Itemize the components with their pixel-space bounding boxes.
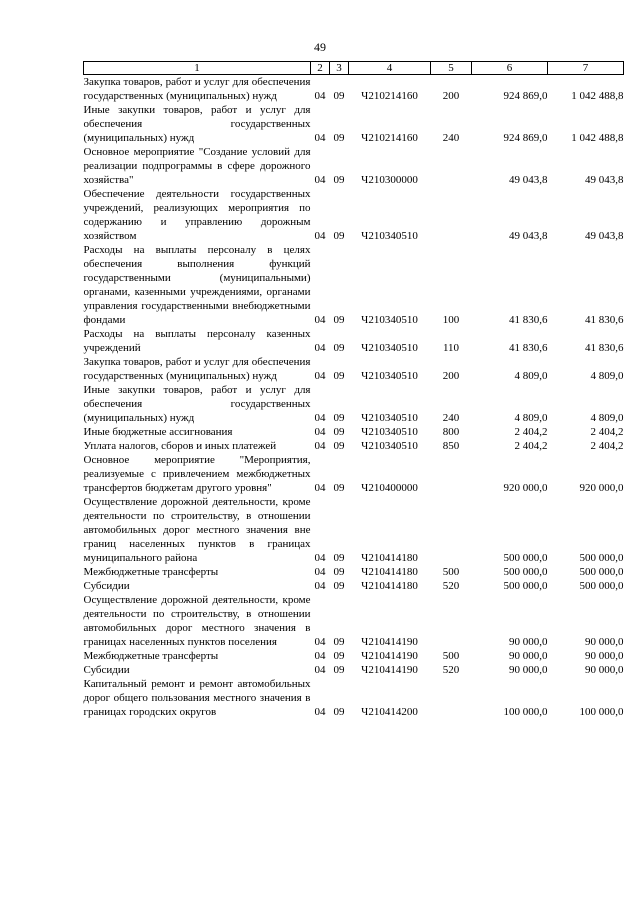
row-name: Основное мероприятие "Мероприятия, реализуемые с привлечением межбюджетных трансфертов бюджетам другого уровня": [83, 454, 311, 494]
row-name: Обеспечение деятельности государственных учреждений, реализующих мероприятия по содержанию и управлению дорожным хозяйством: [83, 188, 311, 242]
table-row: [84, 425, 624, 439]
row-amount-col7: 920 000,0: [579, 482, 624, 494]
row-expense-type: 110: [442, 342, 460, 354]
row-amount-col6: 90 000,0: [509, 636, 548, 648]
row-target-code: Ч210414180: [361, 580, 418, 592]
row-amount-col7: 90 000,0: [585, 636, 624, 648]
row-amount-col6: 41 830,6: [509, 314, 548, 326]
row-name: Иные бюджетные ассигнования: [83, 426, 233, 438]
row-name: Межбюджетные трансферты: [83, 566, 219, 578]
row-section: 04: [314, 566, 326, 578]
row-amount-col7: 100 000,0: [579, 706, 624, 718]
row-section: 04: [314, 426, 326, 438]
column-header-3: 3: [330, 62, 349, 75]
row-target-code: Ч210340510: [361, 440, 418, 452]
row-amount-col6: 90 000,0: [509, 650, 548, 662]
row-amount-col6: 920 000,0: [503, 482, 548, 494]
row-section: 04: [314, 650, 326, 662]
row-section: 04: [314, 482, 326, 494]
row-section: 04: [314, 440, 326, 452]
table-row: [84, 663, 624, 677]
column-header-7: 7: [548, 62, 624, 75]
budget-table: [83, 61, 624, 719]
row-section: 04: [314, 342, 326, 354]
row-target-code: Ч210400000: [361, 482, 418, 494]
row-subsection: 09: [333, 706, 345, 718]
column-header-5: 5: [431, 62, 472, 75]
row-amount-col7: 1 042 488,8: [571, 90, 624, 102]
row-amount-col6: 4 809,0: [514, 370, 548, 382]
row-name: Основное мероприятие "Создание условий для реализации подпрограммы в сфере дорожного хозяйства": [83, 146, 311, 186]
row-amount-col6: 2 404,2: [514, 440, 548, 452]
row-section: 04: [314, 412, 326, 424]
row-amount-col6: 2 404,2: [514, 426, 548, 438]
row-expense-type: 200: [442, 370, 460, 382]
row-expense-type: [431, 187, 472, 243]
row-target-code: Ч210414190: [361, 650, 418, 662]
table-row: [84, 439, 624, 453]
table-row: [84, 355, 624, 383]
row-amount-col7: 2 404,2: [590, 440, 624, 452]
row-expense-type: 500: [442, 566, 460, 578]
row-section: 04: [314, 706, 326, 718]
row-subsection: 09: [333, 230, 345, 242]
row-amount-col6: 500 000,0: [503, 552, 548, 564]
row-amount-col7: 49 043,8: [585, 174, 624, 186]
table-row: [84, 243, 624, 327]
row-target-code: Ч210340510: [361, 412, 418, 424]
table-row: [84, 383, 624, 425]
row-subsection: 09: [333, 342, 345, 354]
row-target-code: Ч210414200: [361, 706, 418, 718]
row-amount-col7: 4 809,0: [590, 412, 624, 424]
row-amount-col6: 924 869,0: [503, 90, 548, 102]
row-amount-col7: 4 809,0: [590, 370, 624, 382]
row-subsection: 09: [333, 132, 345, 144]
row-amount-col6: 49 043,8: [509, 230, 548, 242]
page-number: 49: [314, 40, 326, 54]
row-amount-col7: 500 000,0: [579, 580, 624, 592]
row-subsection: 09: [333, 314, 345, 326]
table-row: [84, 565, 624, 579]
row-subsection: 09: [333, 440, 345, 452]
row-amount-col6: 4 809,0: [514, 412, 548, 424]
row-subsection: 09: [333, 426, 345, 438]
row-section: 04: [314, 370, 326, 382]
row-expense-type: 850: [442, 440, 460, 452]
row-target-code: Ч210414190: [361, 664, 418, 676]
row-expense-type: 240: [442, 132, 460, 144]
row-expense-type: [431, 453, 472, 495]
row-section: 04: [314, 552, 326, 564]
row-name: Расходы на выплаты персоналу в целях обеспечения выполнения функций государственными (муниципальными) органами, казенными учреждениями, органами управления государственными внебюджетными фондами: [83, 244, 311, 326]
row-amount-col6: 90 000,0: [509, 664, 548, 676]
row-amount-col6: 49 043,8: [509, 174, 548, 186]
row-expense-type: [431, 677, 472, 719]
column-header-6: 6: [472, 62, 548, 75]
row-name: Иные закупки товаров, работ и услуг для обеспечения государственных (муниципальных) нужд: [83, 104, 311, 144]
row-section: 04: [314, 90, 326, 102]
row-amount-col7: 90 000,0: [585, 664, 624, 676]
row-amount-col6: 100 000,0: [503, 706, 548, 718]
row-expense-type: 800: [442, 426, 460, 438]
row-expense-type: 200: [442, 90, 460, 102]
row-name: Субсидии: [83, 664, 130, 676]
row-amount-col7: 49 043,8: [585, 230, 624, 242]
table-row: [84, 453, 624, 495]
row-subsection: 09: [333, 650, 345, 662]
row-expense-type: [431, 145, 472, 187]
table-row: [84, 677, 624, 719]
row-name: Закупка товаров, работ и услуг для обеспечения государственных (муниципальных) нужд: [83, 76, 311, 102]
row-name: Капитальный ремонт и ремонт автомобильных дорог общего пользования местного значения в границах городских округов: [83, 678, 311, 718]
row-name: Уплата налогов, сборов и иных платежей: [83, 440, 277, 452]
header-row: [84, 62, 624, 75]
row-target-code: Ч210340510: [361, 426, 418, 438]
row-amount-col7: 41 830,6: [585, 342, 624, 354]
table-row: [84, 145, 624, 187]
row-amount-col7: 90 000,0: [585, 650, 624, 662]
row-section: 04: [314, 174, 326, 186]
table-row: [84, 649, 624, 663]
row-target-code: Ч210414180: [361, 566, 418, 578]
row-target-code: Ч210414180: [361, 552, 418, 564]
row-name: Расходы на выплаты персоналу казенных учреждений: [83, 328, 311, 354]
row-section: 04: [314, 636, 326, 648]
row-subsection: 09: [333, 412, 345, 424]
row-expense-type: 520: [442, 580, 460, 592]
row-subsection: 09: [333, 552, 345, 564]
column-header-1: 1: [84, 62, 311, 75]
row-name: Закупка товаров, работ и услуг для обеспечения государственных (муниципальных) нужд: [83, 356, 311, 382]
row-name: Осуществление дорожной деятельности, кроме деятельности по строительству, в отношении автомобильных дорог местного значения вне границ населенных пунктов в границах муниципального района: [83, 496, 311, 564]
table-row: [84, 75, 624, 104]
row-expense-type: 240: [442, 412, 460, 424]
row-subsection: 09: [333, 90, 345, 102]
row-target-code: Ч210414190: [361, 636, 418, 648]
row-amount-col7: 41 830,6: [585, 314, 624, 326]
row-amount-col6: 500 000,0: [503, 580, 548, 592]
row-target-code: Ч210340510: [361, 342, 418, 354]
row-section: 04: [314, 580, 326, 592]
row-section: 04: [314, 314, 326, 326]
column-header-4: 4: [349, 62, 431, 75]
row-target-code: Ч210214160: [361, 90, 418, 102]
column-header-2: 2: [311, 62, 330, 75]
row-subsection: 09: [333, 580, 345, 592]
table-row: [84, 495, 624, 565]
row-name: Субсидии: [83, 580, 130, 592]
row-target-code: Ч210340510: [361, 370, 418, 382]
row-section: 04: [314, 230, 326, 242]
row-subsection: 09: [333, 482, 345, 494]
row-subsection: 09: [333, 566, 345, 578]
row-expense-type: [431, 495, 472, 565]
row-amount-col6: 500 000,0: [503, 566, 548, 578]
row-amount-col6: 924 869,0: [503, 132, 548, 144]
row-expense-type: [431, 593, 472, 649]
row-subsection: 09: [333, 636, 345, 648]
row-target-code: Ч210214160: [361, 132, 418, 144]
row-amount-col7: 500 000,0: [579, 552, 624, 564]
row-name: Иные закупки товаров, работ и услуг для обеспечения государственных (муниципальных) нужд: [83, 384, 311, 424]
row-subsection: 09: [333, 174, 345, 186]
row-name: Осуществление дорожной деятельности, кроме деятельности по строительству, в отношении автомобильных дорог местного значения в границах населенных пунктов поселения: [83, 594, 311, 648]
table-row: [84, 187, 624, 243]
row-expense-type: 100: [442, 314, 460, 326]
row-name: Межбюджетные трансферты: [83, 650, 219, 662]
row-target-code: Ч210340510: [361, 314, 418, 326]
row-amount-col7: 2 404,2: [590, 426, 624, 438]
row-target-code: Ч210340510: [361, 230, 418, 242]
row-subsection: 09: [333, 664, 345, 676]
row-expense-type: 500: [442, 650, 460, 662]
row-amount-col7: 500 000,0: [579, 566, 624, 578]
row-section: 04: [314, 132, 326, 144]
table-row: [84, 579, 624, 593]
table-row: [84, 593, 624, 649]
row-subsection: 09: [333, 370, 345, 382]
row-amount-col6: 41 830,6: [509, 342, 548, 354]
row-expense-type: 520: [442, 664, 460, 676]
table-row: [84, 327, 624, 355]
row-target-code: Ч210300000: [361, 174, 418, 186]
row-section: 04: [314, 664, 326, 676]
row-amount-col7: 1 042 488,8: [571, 132, 624, 144]
table-row: [84, 103, 624, 145]
